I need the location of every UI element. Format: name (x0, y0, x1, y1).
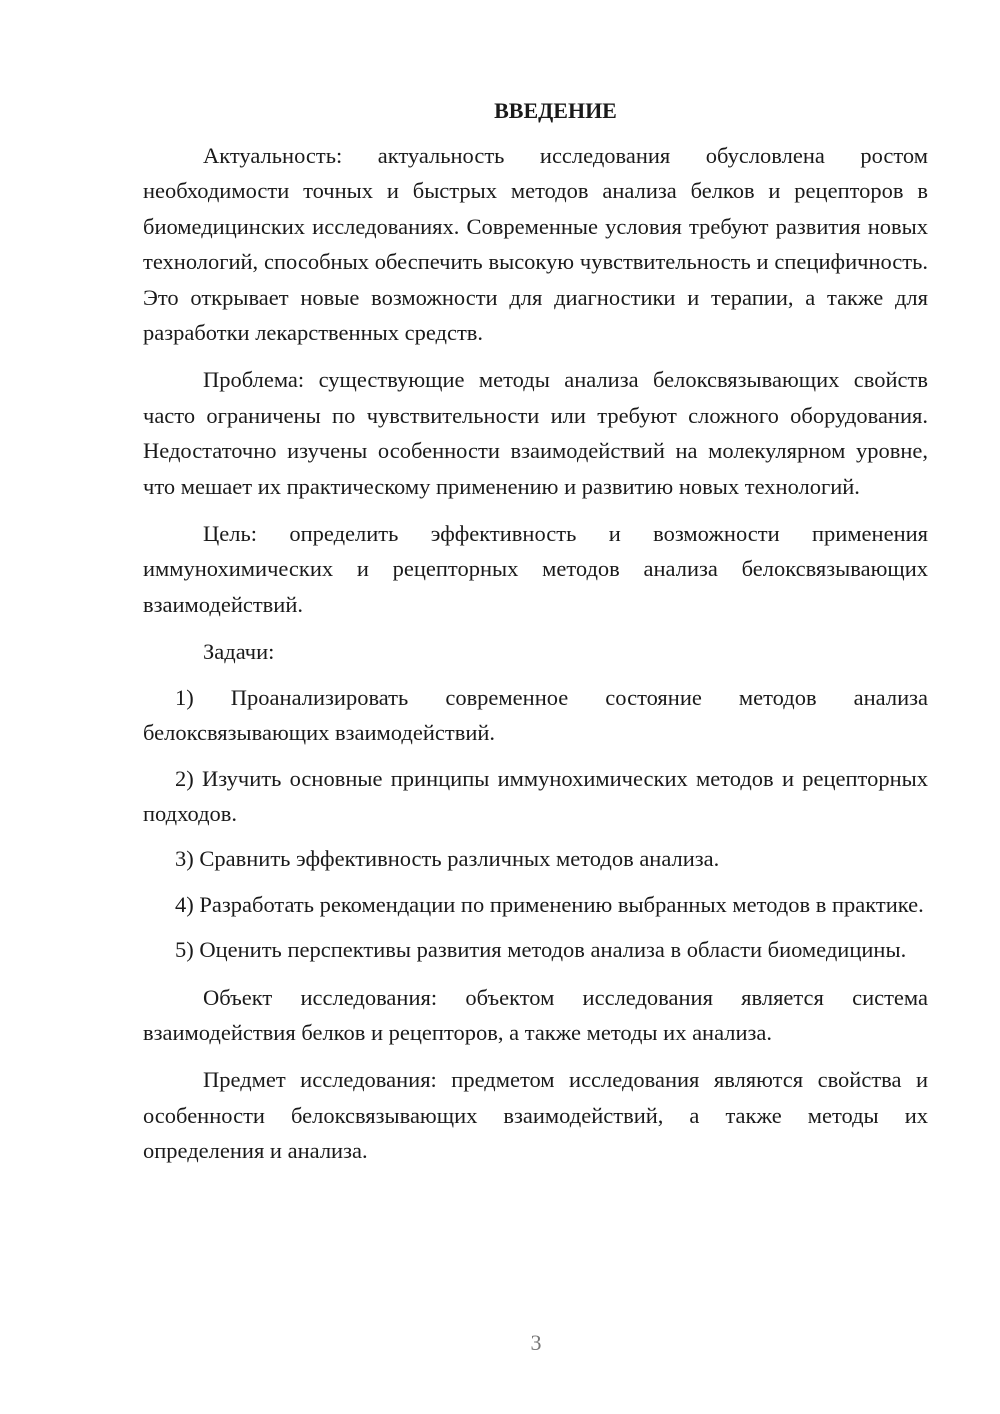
task-item-2: 2) Изучить основные принципы иммунохимических методов и рецепторных подходов. (143, 765, 928, 826)
page-number: 3 (530, 1330, 542, 1355)
paragraph-problem: Проблема: существующие методы анализа белоксвязывающих свойств часто ограничены по чувствительности или требуют сложного оборудования. Недостаточно изучены особенности взаимодействий на молекулярном уровне, что мешает их практическому применению и развитию новых технологий. (143, 367, 928, 499)
task-item-3: 3) Сравнить эффективность различных методов анализа. (175, 846, 720, 872)
page-content (143, 93, 928, 1169)
paragraph-subject: Предмет исследования: предметом исследования являются свойства и особенности белоксвязывающих взаимодействий, а также методы их определения и анализа. (143, 1067, 928, 1164)
paragraph-relevance: Актуальность: актуальность исследования обусловлена ростом необходимости точных и быстрых методов анализа белков и рецепторов в биомедицинских исследованиях. Современные условия требуют развития новых технологий, способных обеспечить высокую чувствительность и специфичность. Это открывает новые возможности для диагностики и терапии, а также для разработки лекарственных средств. (143, 143, 928, 346)
task-item-4: 4) Разработать рекомендации по применению выбранных методов в практике. (175, 891, 924, 917)
tasks-heading: Задачи: (203, 639, 275, 665)
task-item-5: 5) Оценить перспективы развития методов анализа в области биомедицины. (175, 937, 907, 963)
task-item-1: 1) Проанализировать современное состояние методов анализа белоксвязывающих взаимодействий. (143, 684, 928, 746)
paragraph-object: Объект исследования: объектом исследования является система взаимодействия белков и рецепторов, а также методы их анализа. (143, 984, 928, 1045)
page-title: ВВЕДЕНИЕ (494, 98, 617, 123)
paragraph-goal: Цель: определить эффективность и возможности применения иммунохимических и рецепторных методов анализа белоксвязывающих взаимодействий. (143, 521, 928, 617)
